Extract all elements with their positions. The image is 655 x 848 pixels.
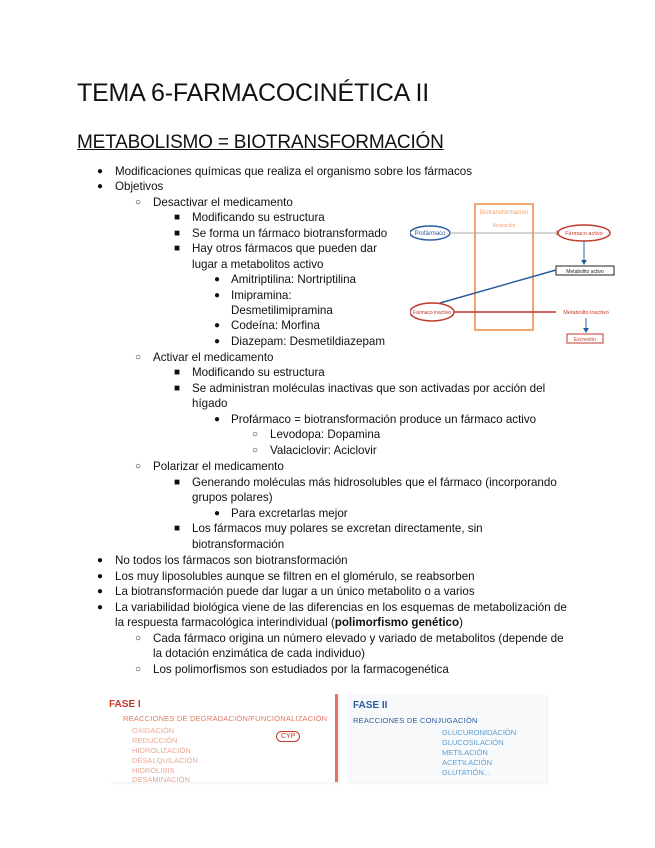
metabolito-label: Metabolito activo <box>566 269 604 275</box>
phase1-item: HIDRÓLISIS <box>132 766 175 775</box>
list-item: Profármaco = biotransformación produce un fármaco activo <box>231 413 537 426</box>
bullet: ■ <box>174 212 181 223</box>
list-item: Cada fármaco origina un número elevado y variado de metabolitos (depende de <box>153 632 564 645</box>
list-item: la dotación enzimática de cada individuo) <box>153 647 366 660</box>
list-item: La variabilidad biológica viene de las diferencias en los esquemas de metabolización de <box>115 601 567 614</box>
bullet: ● <box>214 414 221 425</box>
phase1-item: HIDROLIZACIÓN <box>132 746 191 755</box>
bullet: ■ <box>174 383 181 394</box>
list-item: No todos los fármacos son biotransformación <box>115 554 348 567</box>
bullet: ○ <box>252 445 259 456</box>
list-item: biotransformación <box>192 538 285 551</box>
list-item-text: la respuesta farmacológica interindividual ( <box>115 616 335 629</box>
bullet: ○ <box>135 664 142 675</box>
phase1-item: DESALQUILACIÓN <box>132 756 198 765</box>
list-item: Diazepam: Desmetildiazepam <box>231 335 386 348</box>
list-item: Para excretarlas mejor <box>231 507 348 520</box>
list-item: lugar a metabolitos activo <box>192 258 324 271</box>
list-item: Generando moléculas más hidrosolubles que el fármaco (incorporando <box>192 476 557 489</box>
list-item: Los polimorfismos son estudiados por la farmacogenética <box>153 663 449 676</box>
list-item: hígado <box>192 397 228 410</box>
arrow-head <box>583 328 589 333</box>
list-item: Objetivos <box>115 180 164 193</box>
phase1-title: FASE I <box>109 699 141 710</box>
bullet: ● <box>97 166 104 177</box>
list-item: Activar el medicamento <box>153 351 274 364</box>
list-item: Desactivar el medicamento <box>153 196 293 209</box>
bullet: ● <box>214 508 221 519</box>
bullet: ■ <box>174 367 181 378</box>
phase1-card <box>109 694 338 782</box>
bullet: ○ <box>135 352 142 363</box>
bullet: ● <box>97 602 104 613</box>
excrecion-label: Excreción <box>574 337 596 343</box>
phase2-item: METILACIÓN <box>442 748 488 757</box>
list-item: La biotransformación puede dar lugar a un único metabolito o a varios <box>115 585 475 598</box>
bullet: ● <box>97 555 104 566</box>
bold-term: polimorfismo genético <box>334 616 460 629</box>
list-item: Modificaciones químicas que realiza el organismo sobre los fármacos <box>115 165 472 178</box>
list-item: Los fármacos muy polares se excretan directamente, sin <box>192 522 483 535</box>
bullet: ● <box>214 290 221 301</box>
close-paren: ) <box>459 616 463 629</box>
bullet: ● <box>97 571 104 582</box>
list-item: Modificando su estructura <box>192 366 325 379</box>
bullet: ● <box>214 336 221 347</box>
bullet: ■ <box>174 523 181 534</box>
list-item: Modificando su estructura <box>192 211 325 224</box>
bullet: ■ <box>174 228 181 239</box>
list-item: Polarizar el medicamento <box>153 460 284 473</box>
arrow-head <box>581 260 587 265</box>
profarmaco-label: Profármaco <box>414 231 446 237</box>
bullet: ● <box>214 320 221 331</box>
list-item: Se administran moléculas inactivas que son activadas por acción del <box>192 382 546 395</box>
phase2-title: FASE II <box>353 700 388 711</box>
list-item: Los muy liposolubles aunque se filtren en el glomérulo, se reabsorben <box>115 570 475 583</box>
page-title: TEMA 6-FARMACOCINÉTICA II <box>77 79 429 107</box>
bullet: ■ <box>174 477 181 488</box>
bullet: ○ <box>135 197 142 208</box>
bullet: ○ <box>252 429 259 440</box>
bullet: ● <box>214 274 221 285</box>
farmaco-activo-label: Fármaco activo <box>565 231 603 237</box>
list-item: grupos polares) <box>192 491 273 504</box>
phase2-item: ACETILACIÓN <box>442 758 493 767</box>
bullet: ● <box>97 586 104 597</box>
phase2-item: GLUTATIÓN... <box>442 768 491 777</box>
arrow-line <box>440 270 556 303</box>
section-heading: METABOLISMO = BIOTRANSFORMACIÓN <box>77 132 444 153</box>
bullet: ○ <box>135 461 142 472</box>
bullet: ■ <box>174 243 181 254</box>
phase1-item: REDUCCIÓN <box>132 736 178 745</box>
list-item: Amitriptilina: Nortriptilina <box>231 273 356 286</box>
list-item <box>115 615 463 631</box>
phase1-subtitle: REACCIONES DE DEGRADACIÓN/FUNCIONALIZACIÓN <box>123 714 328 723</box>
phase1-item: DESAMINACIÓN <box>132 775 190 784</box>
phase1-item: OXIDACIÓN <box>132 726 175 735</box>
farmaco-inactivo-label: Fármaco inactivo <box>412 310 452 316</box>
list-item: Se forma un fármaco biotransformado <box>192 227 388 240</box>
biotransformation-diagram <box>410 200 622 350</box>
list-item: Codeína: Morfina <box>231 319 320 332</box>
phase2-item: GLUCOSILACIÓN <box>442 738 504 747</box>
phase2-card <box>348 694 546 782</box>
list-item: Levodopa: Dopamina <box>270 428 381 441</box>
bullet: ○ <box>135 633 142 644</box>
metabolito-inactivo-label: Metabolito inactivo <box>563 310 609 316</box>
list-item: Valaciclovir: Aciclovir <box>270 444 377 457</box>
phase2-item: GLUCURONIDACIÓN <box>442 728 517 737</box>
cyp-badge: CYP <box>276 731 300 742</box>
list-item: Hay otros fármacos que pueden dar <box>192 242 377 255</box>
arrow-label: Activación <box>492 223 516 229</box>
list-item: Imipramina: <box>231 289 292 302</box>
bullet: ● <box>97 181 104 192</box>
phase2-subtitle: REACCIONES DE CONJUGACIÓN <box>353 716 478 725</box>
list-item: Desmetilimipramina <box>231 304 333 317</box>
box-label: Biotransformación <box>479 210 529 216</box>
